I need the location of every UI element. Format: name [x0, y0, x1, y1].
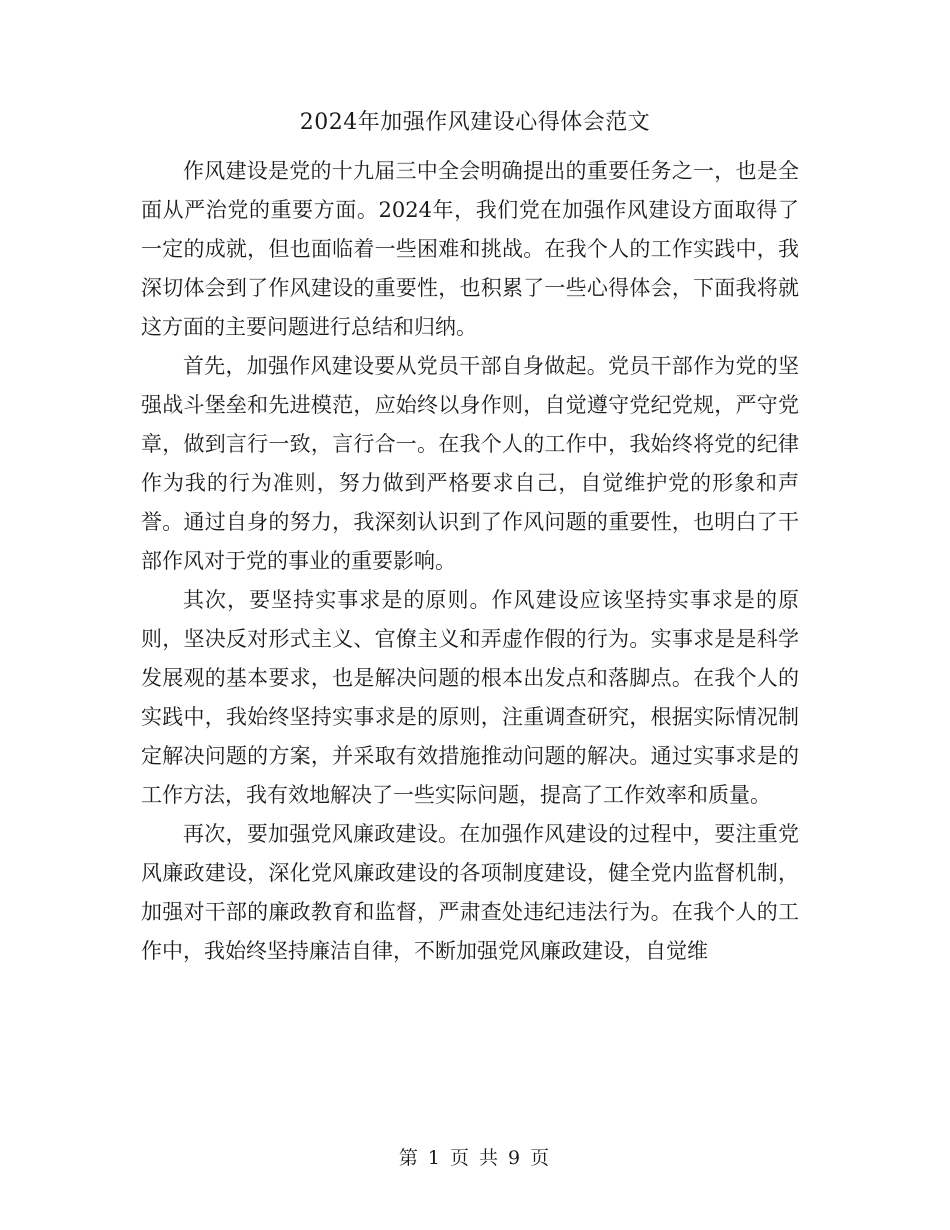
document-title: 2024年加强作风建设心得体会范文: [299, 110, 651, 135]
paragraph-1: 作风建设是党的十九届三中全会明确提出的重要任务之一，也是全面从严治党的重要方面。2024年，我们党在加强作风建设方面取得了一定的成就，但也面临着一些困难和挑战。在我个人的工作实践中，我深切体会到了作风建设的重要性，也积累了一些心得体会，下面我将就这方面的主要问题进行总结和归纳。: [141, 159, 799, 339]
paragraph-4: 再次，要加强党风廉政建设。在加强作风建设的过程中，要注重党风廉政建设，深化党风廉政建设的各项制度建设，健全党内监督机制，加强对干部的廉政教育和监督，严肃查处违纪违法行为。在我个人的工作中，我始终坚持廉洁自律，不断加强党风廉政建设，自觉维: [141, 822, 799, 963]
document-body: [141, 152, 799, 971]
paragraph-2: 首先，加强作风建设要从党员干部自身做起。党员干部作为党的坚强战斗堡垒和先进模范，应始终以身作则，自觉遵守党纪党规，严守党章，做到言行一致，言行合一。在我个人的工作中，我始终将党的纪律作为我的行为准则，努力做到严格要求自己，自觉维护党的形象和声誉。通过自身的努力，我深刻认识到了作风问题的重要性，也明白了干部作风对于党的事业的重要影响。: [141, 354, 799, 573]
page-number-footer: 第 1 页 共 9 页: [398, 1147, 552, 1169]
paragraph-3: 其次，要坚持实事求是的原则。作风建设应该坚持实事求是的原则，坚决反对形式主义、官僚主义和弄虚作假的行为。实事求是是科学发展观的基本要求，也是解决问题的根本出发点和落脚点。在我个人的实践中，我始终坚持实事求是的原则，注重调查研究，根据实际情况制定解决问题的方案，并采取有效措施推动问题的解决。通过实事求是的工作方法，我有效地解决了一些实际问题，提高了工作效率和质量。: [141, 588, 799, 807]
